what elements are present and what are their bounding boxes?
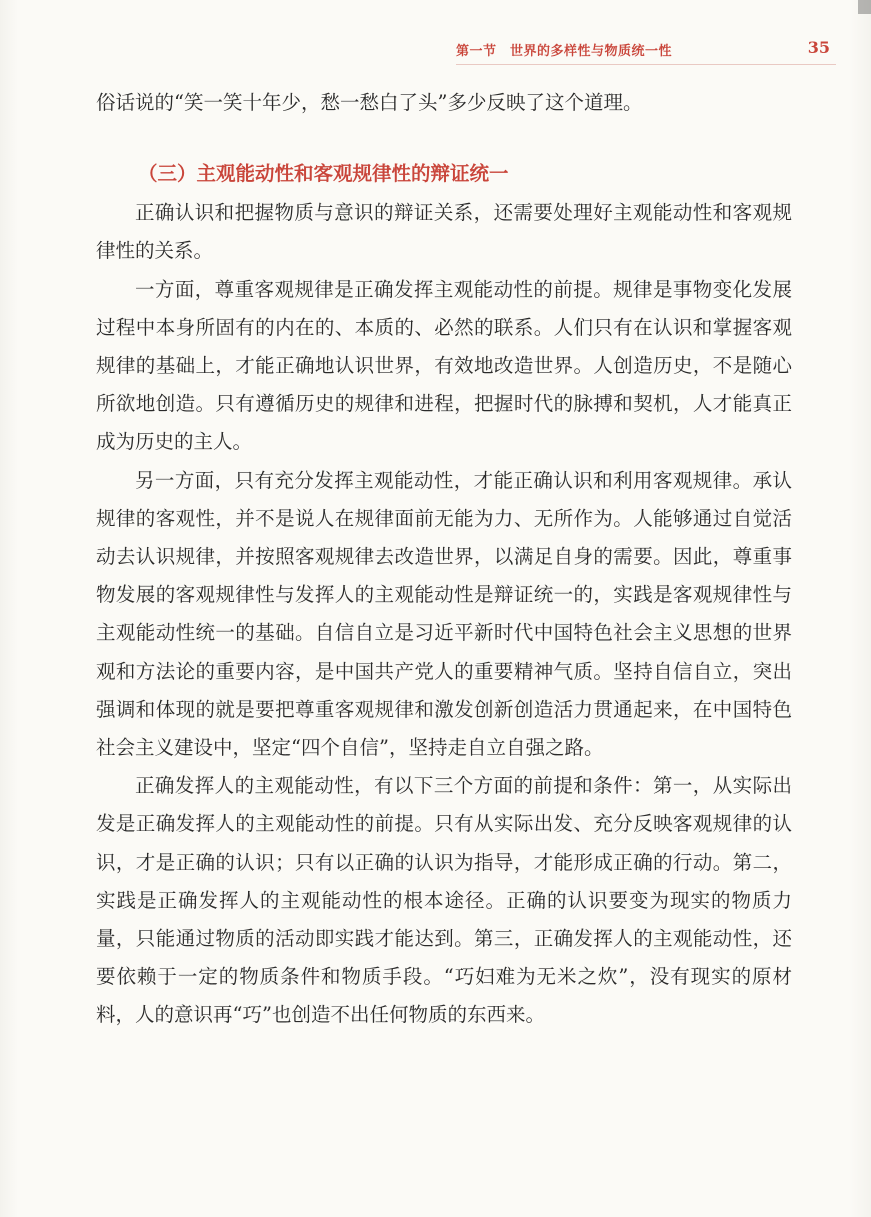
header-rule <box>456 64 836 65</box>
header-section-title: 第一节 世界的多样性与物质统一性 <box>456 44 673 59</box>
scan-corner-mark <box>858 0 871 14</box>
body-text <box>96 84 792 1035</box>
running-header <box>456 40 836 64</box>
paragraph-4: 正确发挥人的主观能动性，有以下三个方面的前提和条件：第一，从实际出发是正确发挥人的主观能动性的前提。只有从实际出发、充分反映客观规律的认识，才是正确的认识；只有以正确的认识为指导，才能形成正确的行动。第二，实践是正确发挥人的主观能动性的根本途径。正确的认识要变为现实的物质力量，只能通过物质的活动即实践才能达到。第三，正确发挥人的主观能动性，还要依赖于一定的物质条件和物质手段。“巧妇难为无米之炊”，没有现实的原材料，人的意识再“巧”也创造不出任何物质的东西来。 <box>96 774 792 1027</box>
paragraph-2: 一方面，尊重客观规律是正确发挥主观能动性的前提。规律是事物变化发展过程中本身所固有的内在的、本质的、必然的联系。人们只有在认识和掌握客观规律的基础上，才能正确地认识世界，有效地改造世界。人创造历史，不是随心所欲地创造。只有遵循历史的规律和进程，把握时代的脉搏和契机，人才能真正成为历史的主人。 <box>96 277 792 454</box>
opening-line: 俗话说的“笑一笑十年少，愁一愁白了头”多少反映了这个道理。 <box>96 91 643 114</box>
section-heading: （三）主观能动性和客观规律性的辩证统一 <box>138 162 509 186</box>
paragraph-1: 正确认识和把握物质与意识的辩证关系，还需要处理好主观能动性和客观规律性的关系。 <box>96 201 792 263</box>
page-number: 35 <box>807 38 830 57</box>
paragraph-3: 另一方面，只有充分发挥主观能动性，才能正确认识和利用客观规律。承认规律的客观性，并不是说人在规律面前无能为力、无所作为。人能够通过自觉活动去认识规律，并按照客观规律去改造世界，以满足自身的需要。因此，尊重事物发展的客观规律性与发挥人的主观能动性是辩证统一的，实践是客观规律性与主观能动性统一的基础。自信自立是习近平新时代中国特色社会主义思想的世界观和方法论的重要内容，是中国共产党人的重要精神气质。坚持自信自立，突出强调和体现的就是要把尊重客观规律和激发创新创造活力贯通起来，在中国特色社会主义建设中，坚定“四个自信”，坚持走自立自强之路。 <box>96 468 792 760</box>
